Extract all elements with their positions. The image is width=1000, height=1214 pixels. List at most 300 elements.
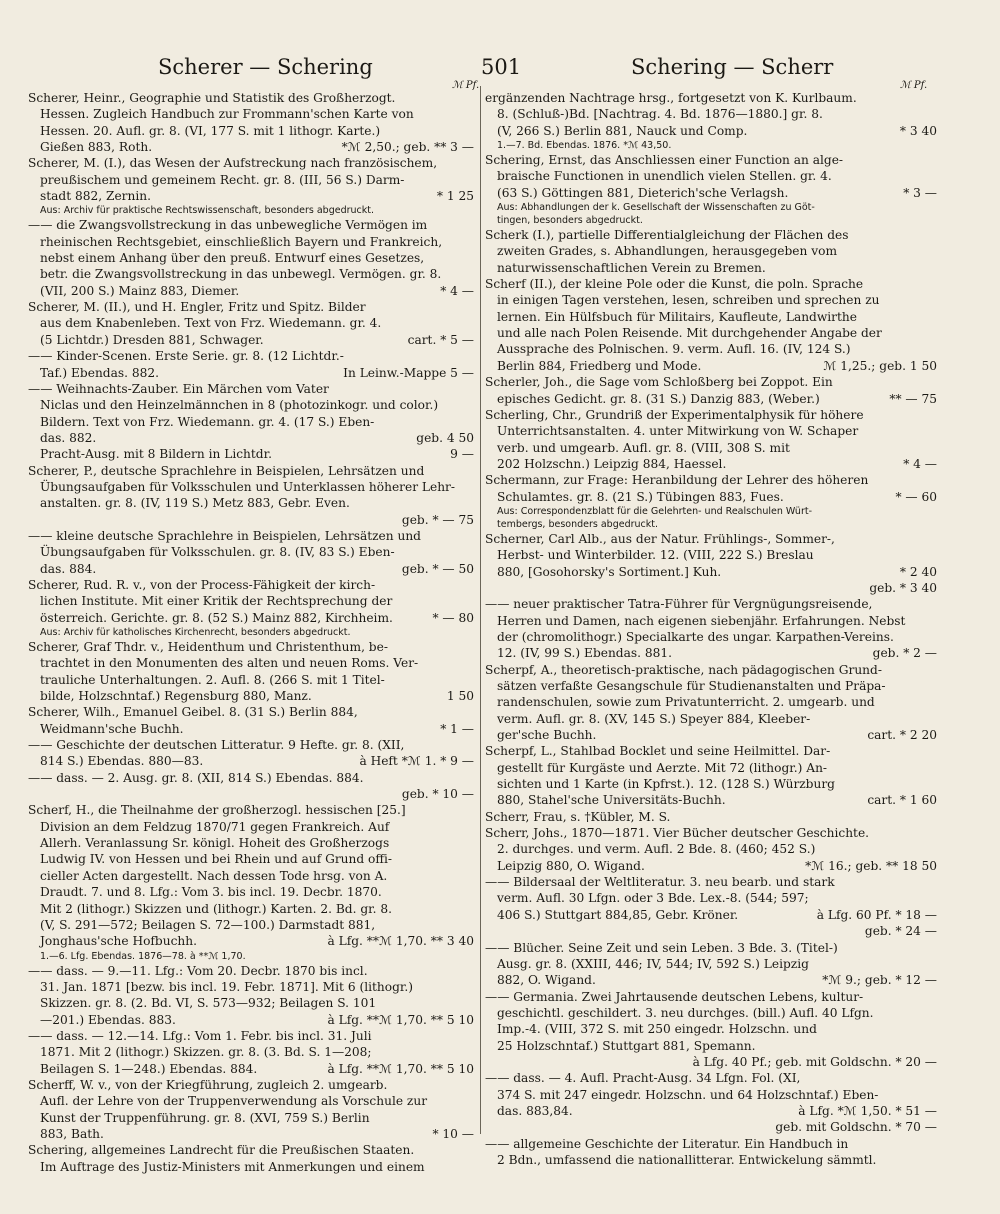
entry-line bbox=[28, 1126, 474, 1142]
entry-text: Unterrichtsanstalten. 4. unter Mitwirkung von W. Schaper bbox=[497, 424, 859, 439]
entry-text: cieller Acten dargestellt. Nach dessen Tode hrsg. von A. bbox=[40, 868, 388, 883]
entry-text: aus dem Knabenleben. Text von Frz. Wiedemann. gr. 4. bbox=[40, 316, 382, 331]
entry-text: Scherling, Chr., Grundriß der Experimentalphysik für höhere bbox=[485, 407, 864, 422]
entry-line bbox=[28, 851, 474, 867]
entry-line bbox=[485, 776, 937, 792]
entry-text: Mit 2 (lithogr.) Skizzen und (lithogr.) Karten. 2. Bd. gr. 8. bbox=[40, 901, 392, 916]
entry-line bbox=[28, 770, 474, 786]
entry-text: naturwissenschaftlichen Verein zu Bremen. bbox=[497, 260, 766, 275]
entry-line bbox=[28, 561, 474, 577]
entry-text: Scherer, Rud. R. v., von der Process-Fähigkeit der kirch- bbox=[28, 577, 376, 592]
entry-line bbox=[28, 1044, 474, 1060]
entry-text: sichten und 1 Karte (in Kpfrst.). 12. (128 S.) Würzburg bbox=[497, 777, 835, 792]
entry-text: —— Germania. Zwei Jahrtausende deutschen Lebens, kultur- bbox=[485, 989, 864, 1004]
entry-text: Übungsaufgaben für Volksschulen und Unterklassen höherer Lehr- bbox=[40, 479, 455, 494]
entry-text: Scherner, Carl Alb., aus der Natur. Frühlings-, Sommer-, bbox=[485, 531, 835, 546]
catalog-entry bbox=[485, 276, 937, 374]
entry-line bbox=[28, 639, 474, 655]
entry-line bbox=[485, 874, 937, 890]
entry-text: —— kleine deutsche Sprachlehre in Beispielen, Lehrsätzen und bbox=[28, 528, 421, 543]
entry-text: —— dass. — 9.—11. Lfg.: Vom 20. Decbr. 1870 bis incl. bbox=[28, 963, 368, 978]
catalog-entry bbox=[485, 662, 937, 744]
entry-text: 406 S.) Stuttgart 884,85, Gebr. Kröner. bbox=[497, 907, 739, 922]
catalog-entry bbox=[28, 802, 474, 962]
entry-text: Weidmann'sche Buchh. bbox=[40, 721, 184, 736]
entry-text: Aufl. der Lehre von der Truppenverwendung als Vorschule zur bbox=[40, 1094, 428, 1109]
entry-line bbox=[28, 217, 474, 233]
entry-line bbox=[28, 884, 474, 900]
entry-line bbox=[485, 456, 937, 472]
entry-text: Beilagen S. 1—248.) Ebendas. 884. bbox=[40, 1061, 258, 1076]
entry-line bbox=[485, 185, 937, 201]
entry-text: braische Functionen in unendlich vielen Stellen. gr. 4. bbox=[497, 169, 832, 184]
entry-price: geb. * — 75 bbox=[398, 512, 474, 528]
entry-text: 374 S. mit 247 eingedr. Holzschn. und 64 Holzschntaf.) Eben- bbox=[497, 1087, 879, 1102]
entry-line bbox=[28, 172, 474, 188]
entry-line bbox=[28, 593, 474, 609]
entry-line bbox=[485, 407, 937, 423]
catalog-entry bbox=[485, 1070, 937, 1135]
catalog-entry bbox=[485, 374, 937, 407]
entry-note bbox=[485, 139, 937, 152]
entry-text: Scherer, M. (I.), das Wesen der Aufstreckung nach französischem, bbox=[28, 156, 438, 171]
entry-line bbox=[28, 528, 474, 544]
entry-price: à Lfg. 40 Pf.; geb. mit Goldschn. * 20 — bbox=[689, 1054, 937, 1070]
entry-text: Gießen 883, Roth. bbox=[40, 140, 153, 155]
entry-line bbox=[485, 152, 937, 168]
catalog-entry bbox=[28, 528, 474, 577]
entry-line bbox=[28, 1142, 474, 1158]
entry-line bbox=[28, 1012, 474, 1028]
header-left: Scherer — Schering bbox=[158, 55, 373, 79]
running-header bbox=[28, 55, 982, 87]
entry-text: Herbst- und Winterbilder. 12. (VIII, 222 S.) Breslau bbox=[497, 548, 814, 563]
catalog-entry bbox=[485, 90, 937, 152]
entry-line bbox=[28, 1159, 474, 1175]
entry-text: Aus: Correspondenzblatt für die Gelehrten- und Realschulen Würt- bbox=[497, 505, 812, 517]
entry-text: trauliche Unterhaltungen. 2. Aufl. 8. (266 S. mit 1 Titel- bbox=[40, 672, 385, 687]
entry-price: 1 50 bbox=[443, 688, 474, 704]
entry-text: das. 883,84. bbox=[497, 1103, 573, 1118]
catalog-entry bbox=[28, 577, 474, 639]
entry-text: Hessen. Zugleich Handbuch zur Frommann'schen Karte von bbox=[40, 107, 414, 122]
entry-text: Schulamtes. gr. 8. (21 S.) Tübingen 883, Fues. bbox=[497, 489, 784, 504]
entry-line bbox=[28, 365, 474, 381]
entry-price: à Lfg. **ℳ 1,70. ** 5 10 bbox=[324, 1012, 474, 1028]
entry-line bbox=[485, 260, 937, 276]
entry-text: Scherr, Frau, s. †Kübler, M. S. bbox=[485, 809, 671, 824]
entry-line bbox=[485, 792, 937, 808]
entry-line bbox=[28, 479, 474, 495]
entry-text: Scherer, Graf Thdr. v., Heidenthum und Christenthum, be- bbox=[28, 640, 388, 654]
entry-line bbox=[28, 835, 474, 851]
header-right: Schering — Scherr bbox=[631, 55, 834, 79]
catalog-entry bbox=[485, 407, 937, 472]
entry-line bbox=[485, 309, 937, 325]
entry-line bbox=[485, 1005, 937, 1021]
entry-text: 1871. Mit 2 (lithogr.) Skizzen. gr. 8. (3. Bd. S. 1—208; bbox=[40, 1045, 372, 1060]
entry-price: *ℳ 16.; geb. ** 18 50 bbox=[801, 858, 937, 874]
entry-price: à Lfg. 60 Pf. * 18 — bbox=[813, 907, 937, 923]
entry-note bbox=[485, 201, 937, 214]
entry-price: geb. * 3 40 bbox=[865, 580, 937, 596]
entry-price: ℳ 1,25.; geb. 1 50 bbox=[819, 358, 937, 374]
entry-text: lernen. Ein Hülfsbuch für Militairs, Kaufleute, Landwirthe bbox=[497, 309, 857, 324]
entry-text: preußischem und gemeinem Recht. gr. 8. (III, 56 S.) Darm- bbox=[40, 172, 405, 187]
entry-text: 1.—6. Lfg. Ebendas. 1876—78. à **ℳ 1,70. bbox=[40, 950, 246, 962]
catalog-entry bbox=[28, 155, 474, 217]
entry-text: gestellt für Kurgäste und Aerzte. Mit 72 (lithogr.) An- bbox=[497, 760, 828, 775]
entry-line bbox=[485, 227, 937, 243]
entry-line bbox=[485, 243, 937, 259]
entry-line bbox=[485, 168, 937, 184]
entry-line bbox=[485, 440, 937, 456]
catalog-entry bbox=[485, 531, 937, 596]
entry-text: Niclas und den Heinzelmännchen in 8 (photozinkogr. und color.) bbox=[40, 398, 439, 413]
entry-text: Im Auftrage des Justiz-Ministers mit Anmerkungen und einem bbox=[40, 1159, 425, 1174]
catalog-entry bbox=[485, 152, 937, 227]
entry-text: Scherler, Joh., die Sage vom Schloßberg bei Zoppot. Ein bbox=[485, 375, 833, 390]
catalog-entry bbox=[28, 348, 474, 381]
catalog-entry bbox=[485, 743, 937, 808]
entry-text: Ausg. gr. 8. (XXIII, 446; IV, 544; IV, 592 S.) Leipzig bbox=[497, 956, 809, 971]
entry-price: * 3 40 bbox=[896, 123, 937, 139]
entry-price: à Heft *ℳ 1. * 9 — bbox=[355, 753, 474, 769]
entry-line bbox=[28, 463, 474, 479]
entry-text: Scherer, Wilh., Emanuel Geibel. 8. (31 S.) Berlin 884, bbox=[28, 705, 358, 720]
entry-text: episches Gedicht. gr. 8. (31 S.) Danzig 883, (Weber.) bbox=[497, 391, 820, 406]
entry-price: cart. * 2 20 bbox=[863, 727, 937, 743]
entry-line bbox=[28, 995, 474, 1011]
entry-text: (V, S. 291—572; Beilagen S. 72—100.) Darmstadt 881, bbox=[40, 917, 376, 932]
entry-line bbox=[28, 381, 474, 397]
entry-text: anstalten. gr. 8. (IV, 119 S.) Metz 883, Gebr. Even. bbox=[40, 496, 350, 511]
entry-line bbox=[485, 1070, 937, 1086]
entry-line bbox=[485, 678, 937, 694]
entry-text: in einigen Tagen verstehen, lesen, schreiben und sprechen zu bbox=[497, 293, 880, 308]
entry-line bbox=[485, 106, 937, 122]
entry-line bbox=[28, 737, 474, 753]
entry-line bbox=[28, 106, 474, 122]
entry-line bbox=[485, 564, 937, 580]
entry-line bbox=[485, 1119, 937, 1135]
entry-line bbox=[485, 489, 937, 505]
entry-line bbox=[28, 1028, 474, 1044]
catalog-entry bbox=[28, 1142, 474, 1175]
entry-line bbox=[28, 512, 474, 528]
entry-line bbox=[485, 1103, 937, 1119]
entry-text: (5 Lichtdr.) Dresden 881, Schwager. bbox=[40, 332, 264, 347]
entry-text: Aus: Archiv für praktische Rechtswissenschaft, besonders abgedruckt. bbox=[40, 205, 375, 217]
entry-line bbox=[28, 1061, 474, 1077]
entry-text: österreich. Gerichte. gr. 8. (52 S.) Mainz 882, Kirchheim. bbox=[40, 610, 393, 625]
entry-line bbox=[485, 596, 937, 612]
entry-price: geb. * 2 — bbox=[869, 645, 937, 661]
entry-text: 2. durchges. und verm. Aufl. 2 Bde. 8. (460; 452 S.) bbox=[497, 842, 816, 857]
entry-text: trachtet in den Monumenten des alten und neuen Roms. Ver- bbox=[40, 656, 419, 671]
entry-line bbox=[485, 645, 937, 661]
entry-line bbox=[28, 495, 474, 511]
entry-text: 8. (Schluß-)Bd. [Nachtrag. 4. Bd. 1876—1880.] gr. 8. bbox=[497, 107, 823, 122]
entry-text: ergänzenden Nachtrage hrsg., fortgesetzt von K. Kurlbaum. bbox=[485, 91, 857, 105]
entry-line bbox=[28, 397, 474, 413]
entry-text: (V, 266 S.) Berlin 881, Nauck und Comp. bbox=[497, 123, 748, 138]
entry-text: —— dass. — 2. Ausg. gr. 8. (XII, 814 S.) Ebendas. 884. bbox=[28, 770, 364, 785]
entry-text: 814 S.) Ebendas. 880—83. bbox=[40, 754, 204, 769]
entry-text: Schering, allgemeines Landrecht für die Preußischen Staaten. bbox=[28, 1143, 415, 1158]
entry-price: *ℳ 2,50.; geb. ** 3 — bbox=[338, 139, 474, 155]
entry-line bbox=[485, 613, 937, 629]
entry-price: geb. * 10 — bbox=[398, 786, 474, 802]
catalog-entry bbox=[28, 90, 474, 155]
catalog-entry bbox=[485, 227, 937, 276]
entry-line bbox=[485, 841, 937, 857]
entry-line bbox=[485, 1021, 937, 1037]
entry-text: Schering, Ernst, das Anschliessen einer Function an alge- bbox=[485, 153, 844, 168]
catalog-entry bbox=[485, 596, 937, 661]
entry-line bbox=[485, 1136, 937, 1152]
entry-line bbox=[485, 472, 937, 488]
entry-text: 1.—7. Bd. Ebendas. 1876. *ℳ 43,50. bbox=[497, 140, 672, 152]
entry-text: Scherpf, A., theoretisch-praktische, nach pädagogischen Grund- bbox=[485, 662, 882, 677]
entry-text: Imp.-4. (VIII, 372 S. mit 250 eingedr. Holzschn. und bbox=[497, 1022, 817, 1037]
entry-text: Scherer, P., deutsche Sprachlehre in Beispielen, Lehrsätzen und bbox=[28, 463, 425, 478]
entry-line bbox=[485, 292, 937, 308]
entry-text: —— die Zwangsvollstreckung in das unbewegliche Vermögen im bbox=[28, 218, 428, 233]
entry-line bbox=[28, 283, 474, 299]
entry-text: der (chromolithogr.) Specialkarte des ungar. Karpathen-Vereins. bbox=[497, 629, 894, 644]
entry-text: das. 882. bbox=[40, 430, 97, 445]
entry-line bbox=[28, 933, 474, 949]
entry-text: zweiten Grades, s. Abhandlungen, herausgegeben vom bbox=[497, 244, 838, 259]
entry-line bbox=[485, 1087, 937, 1103]
entry-line bbox=[28, 819, 474, 835]
entry-text: bilde, Holzschntaf.) Regensburg 880, Manz. bbox=[40, 689, 312, 704]
entry-text: Hessen. 20. Aufl. gr. 8. (VI, 177 S. mit 1 lithogr. Karte.) bbox=[40, 123, 381, 138]
entry-line bbox=[485, 760, 937, 776]
catalog-entry bbox=[28, 704, 474, 737]
entry-text: —— Geschichte der deutschen Litteratur. 9 Hefte. gr. 8. (XII, bbox=[28, 738, 405, 753]
catalog-entry bbox=[485, 472, 937, 531]
entry-line bbox=[28, 544, 474, 560]
entry-line bbox=[28, 786, 474, 802]
entry-price: ** — 75 bbox=[885, 391, 937, 407]
entry-line bbox=[28, 1093, 474, 1109]
entry-text: (63 S.) Göttingen 881, Dieterich'sche Verlagsh. bbox=[497, 185, 789, 200]
entry-line bbox=[28, 704, 474, 720]
entry-text: 880, Stahel'sche Universitäts-Buchh. bbox=[497, 793, 726, 808]
entry-text: Scherr, Johs., 1870—1871. Vier Bücher deutscher Geschichte. bbox=[485, 826, 870, 841]
entry-price: * — 60 bbox=[891, 489, 937, 505]
entry-line bbox=[28, 139, 474, 155]
entry-line bbox=[485, 1152, 937, 1168]
entry-line bbox=[28, 430, 474, 446]
entry-line bbox=[485, 989, 937, 1005]
entry-line bbox=[485, 907, 937, 923]
entry-text: (VII, 200 S.) Mainz 883, Diemer. bbox=[40, 283, 240, 298]
entry-text: stadt 882, Zernin. bbox=[40, 189, 151, 204]
catalog-entry bbox=[485, 874, 937, 939]
entry-line bbox=[28, 753, 474, 769]
entry-text: Bildern. Text von Frz. Wiedemann. gr. 4. (17 S.) Eben- bbox=[40, 414, 375, 429]
entry-line bbox=[28, 299, 474, 315]
entry-note bbox=[485, 505, 937, 518]
entry-text: tembergs, besonders abgedruckt. bbox=[497, 518, 659, 530]
catalog-entry bbox=[28, 463, 474, 528]
right-column bbox=[485, 90, 937, 1168]
entry-text: Berlin 884, Friedberg und Mode. bbox=[497, 358, 702, 373]
page-number: 501 bbox=[481, 55, 522, 79]
entry-line bbox=[485, 711, 937, 727]
entry-text: verb. und umgearb. Aufl. gr. 8. (VIII, 308 S. mit bbox=[497, 440, 790, 455]
entry-text: Aussprache des Polnischen. 9. verm. Aufl. 16. (IV, 124 S.) bbox=[497, 342, 851, 357]
entry-line bbox=[28, 721, 474, 737]
entry-line bbox=[28, 979, 474, 995]
entry-line bbox=[28, 123, 474, 139]
entry-line bbox=[28, 917, 474, 933]
entry-text: verm. Aufl. 30 Lfgn. oder 3 Bde. Lex.-8. (544; 597; bbox=[497, 891, 809, 906]
entry-text: 202 Holzschn.) Leipzig 884, Haessel. bbox=[497, 456, 727, 471]
entry-text: Leipzig 880, O. Wigand. bbox=[497, 858, 645, 873]
entry-price: * 4 — bbox=[899, 456, 937, 472]
entry-price: à Lfg. **ℳ 1,70. ** 5 10 bbox=[324, 1061, 474, 1077]
entry-note bbox=[28, 204, 474, 217]
entry-text: geschichtl. geschildert. 3. neu durchges. (bill.) Aufl. 40 Lfgn. bbox=[497, 1005, 874, 1020]
entry-text: Scherpf, L., Stahlbad Bocklet und seine Heilmittel. Dar- bbox=[485, 744, 831, 759]
entry-line bbox=[485, 956, 937, 972]
entry-line bbox=[28, 655, 474, 671]
entry-text: Ludwig IV. von Hessen und bei Rhein und auf Grund offi- bbox=[40, 852, 393, 867]
entry-text: —— neuer praktischer Tatra-Führer für Vergnügungsreisende, bbox=[485, 597, 873, 612]
entry-text: —— allgemeine Geschichte der Literatur. Ein Handbuch in bbox=[485, 1136, 849, 1151]
entry-line bbox=[28, 901, 474, 917]
entry-text: Scherk (I.), partielle Differentialgleichung der Flächen des bbox=[485, 228, 849, 243]
entry-line bbox=[485, 276, 937, 292]
entry-price: * 10 — bbox=[428, 1126, 474, 1142]
catalog-entry bbox=[28, 737, 474, 770]
entry-price: 9 — bbox=[446, 446, 474, 462]
entry-line bbox=[28, 90, 474, 106]
entry-line bbox=[485, 743, 937, 759]
entry-line bbox=[28, 672, 474, 688]
entry-text: 12. (IV, 99 S.) Ebendas. 881. bbox=[497, 646, 673, 661]
entry-line bbox=[485, 325, 937, 341]
catalog-entry bbox=[485, 825, 937, 874]
entry-line bbox=[485, 374, 937, 390]
entry-line bbox=[28, 188, 474, 204]
entry-line bbox=[485, 923, 937, 939]
catalog-entry bbox=[28, 963, 474, 1028]
entry-text: Pracht-Ausg. mit 8 Bildern in Lichtdr. bbox=[40, 447, 272, 462]
entry-line bbox=[28, 802, 474, 818]
entry-line bbox=[28, 1110, 474, 1126]
entry-text: betr. die Zwangsvollstreckung in das unbewegl. Vermögen. gr. 8. bbox=[40, 267, 442, 282]
entry-price: *ℳ 9.; geb. * 12 — bbox=[818, 972, 937, 988]
entry-text: Skizzen. gr. 8. (2. Bd. VI, S. 573—932; Beilagen S. 101 bbox=[40, 996, 377, 1011]
entry-text: Scherer, Heinr., Geographie und Statistik des Großherzogt. bbox=[28, 91, 396, 105]
entry-line bbox=[485, 858, 937, 874]
entry-line bbox=[28, 1077, 474, 1093]
entry-line bbox=[485, 423, 937, 439]
entry-text: —— dass. — 12.—14. Lfg.: Vom 1. Febr. bis incl. 31. Juli bbox=[28, 1028, 372, 1043]
entry-price: cart. * 5 — bbox=[404, 332, 474, 348]
entry-line bbox=[485, 972, 937, 988]
entry-line bbox=[485, 694, 937, 710]
catalog-entry bbox=[28, 1028, 474, 1077]
entry-line bbox=[485, 629, 937, 645]
entry-price: geb. mit Goldschn. * 70 — bbox=[771, 1119, 937, 1135]
entry-text: Scherff, W. v., von der Kriegführung, zugleich 2. umgearb. bbox=[28, 1077, 388, 1092]
entry-line bbox=[485, 123, 937, 139]
entry-text: 883, Bath. bbox=[40, 1126, 104, 1141]
catalog-entry bbox=[28, 217, 474, 299]
entry-text: Herren und Damen, nach eigenen siebenjähr. Erfahrungen. Nebst bbox=[497, 613, 906, 628]
entry-price: * 4 — bbox=[436, 283, 474, 299]
entry-text: ger'sche Buchh. bbox=[497, 728, 597, 743]
entry-text: 882, O. Wigand. bbox=[497, 973, 596, 988]
entry-line bbox=[28, 610, 474, 626]
entry-price: à Lfg. **ℳ 1,70. ** 3 40 bbox=[324, 933, 474, 949]
entry-text: tingen, besonders abgedruckt. bbox=[497, 215, 643, 227]
price-unit-left: ℳ Pf. bbox=[452, 80, 480, 91]
entry-text: Scherf (II.), der kleine Pole oder die Kunst, die poln. Sprache bbox=[485, 277, 864, 292]
entry-line bbox=[485, 1038, 937, 1054]
entry-text: 25 Holzschntaf.) Stuttgart 881, Spemann. bbox=[497, 1038, 756, 1053]
entry-price: In Leinw.-Mappe 5 — bbox=[339, 365, 474, 381]
entry-price: cart. * 1 60 bbox=[863, 792, 937, 808]
entry-price: * 2 40 bbox=[896, 564, 937, 580]
entry-note bbox=[485, 518, 937, 531]
catalog-entry bbox=[28, 770, 474, 803]
entry-text: Draudt. 7. und 8. Lfg.: Vom 3. bis incl. 19. Decbr. 1870. bbox=[40, 885, 382, 900]
entry-line bbox=[28, 234, 474, 250]
entry-text: 2 Bdn., umfassend die nationallitterar. Entwickelung sämmtl. bbox=[497, 1152, 877, 1167]
entry-text: —201.) Ebendas. 883. bbox=[40, 1012, 176, 1027]
entry-line bbox=[28, 446, 474, 462]
entry-line bbox=[485, 825, 937, 841]
catalog-entry bbox=[28, 299, 474, 348]
entry-line bbox=[485, 90, 937, 106]
catalog-entry bbox=[28, 381, 474, 463]
entry-note bbox=[28, 626, 474, 639]
entry-line bbox=[485, 547, 937, 563]
entry-line bbox=[28, 688, 474, 704]
entry-line bbox=[28, 250, 474, 266]
entry-price: * 1 — bbox=[436, 721, 474, 737]
entry-line bbox=[485, 940, 937, 956]
entry-line bbox=[28, 868, 474, 884]
entry-text: lichen Institute. Mit einer Kritik der Rechtsprechung der bbox=[40, 594, 393, 609]
entry-text: Division an dem Feldzug 1870/71 gegen Frankreich. Auf bbox=[40, 819, 390, 834]
entry-line bbox=[28, 266, 474, 282]
entry-text: Taf.) Ebendas. 882. bbox=[40, 365, 159, 380]
entry-note bbox=[485, 214, 937, 227]
entry-line bbox=[28, 348, 474, 364]
entry-line bbox=[485, 662, 937, 678]
entry-price: geb. * 24 — bbox=[861, 923, 937, 939]
entry-line bbox=[28, 315, 474, 331]
entry-text: sätzen verfaßte Gesangschule für Studienanstalten und Präpa- bbox=[497, 679, 886, 693]
entry-text: Aus: Abhandlungen der k. Gesellschaft der Wissenschaften zu Göt- bbox=[497, 202, 815, 214]
entry-text: Schermann, zur Frage: Heranbildung der Lehrer des höheren bbox=[485, 473, 869, 488]
entry-text: rheinischen Rechtsgebiet, einschließlich Bayern und Frankreich, bbox=[40, 234, 443, 249]
catalog-entry bbox=[485, 989, 937, 1071]
entry-text: Aus: Archiv für katholisches Kirchenrecht, besonders abgedruckt. bbox=[40, 627, 351, 638]
entry-text: verm. Aufl. gr. 8. (XV, 145 S.) Speyer 884, Kleeber- bbox=[497, 711, 811, 726]
entry-text: Jonghaus'sche Hofbuchh. bbox=[40, 934, 197, 949]
entry-line bbox=[485, 890, 937, 906]
entry-line bbox=[485, 341, 937, 357]
